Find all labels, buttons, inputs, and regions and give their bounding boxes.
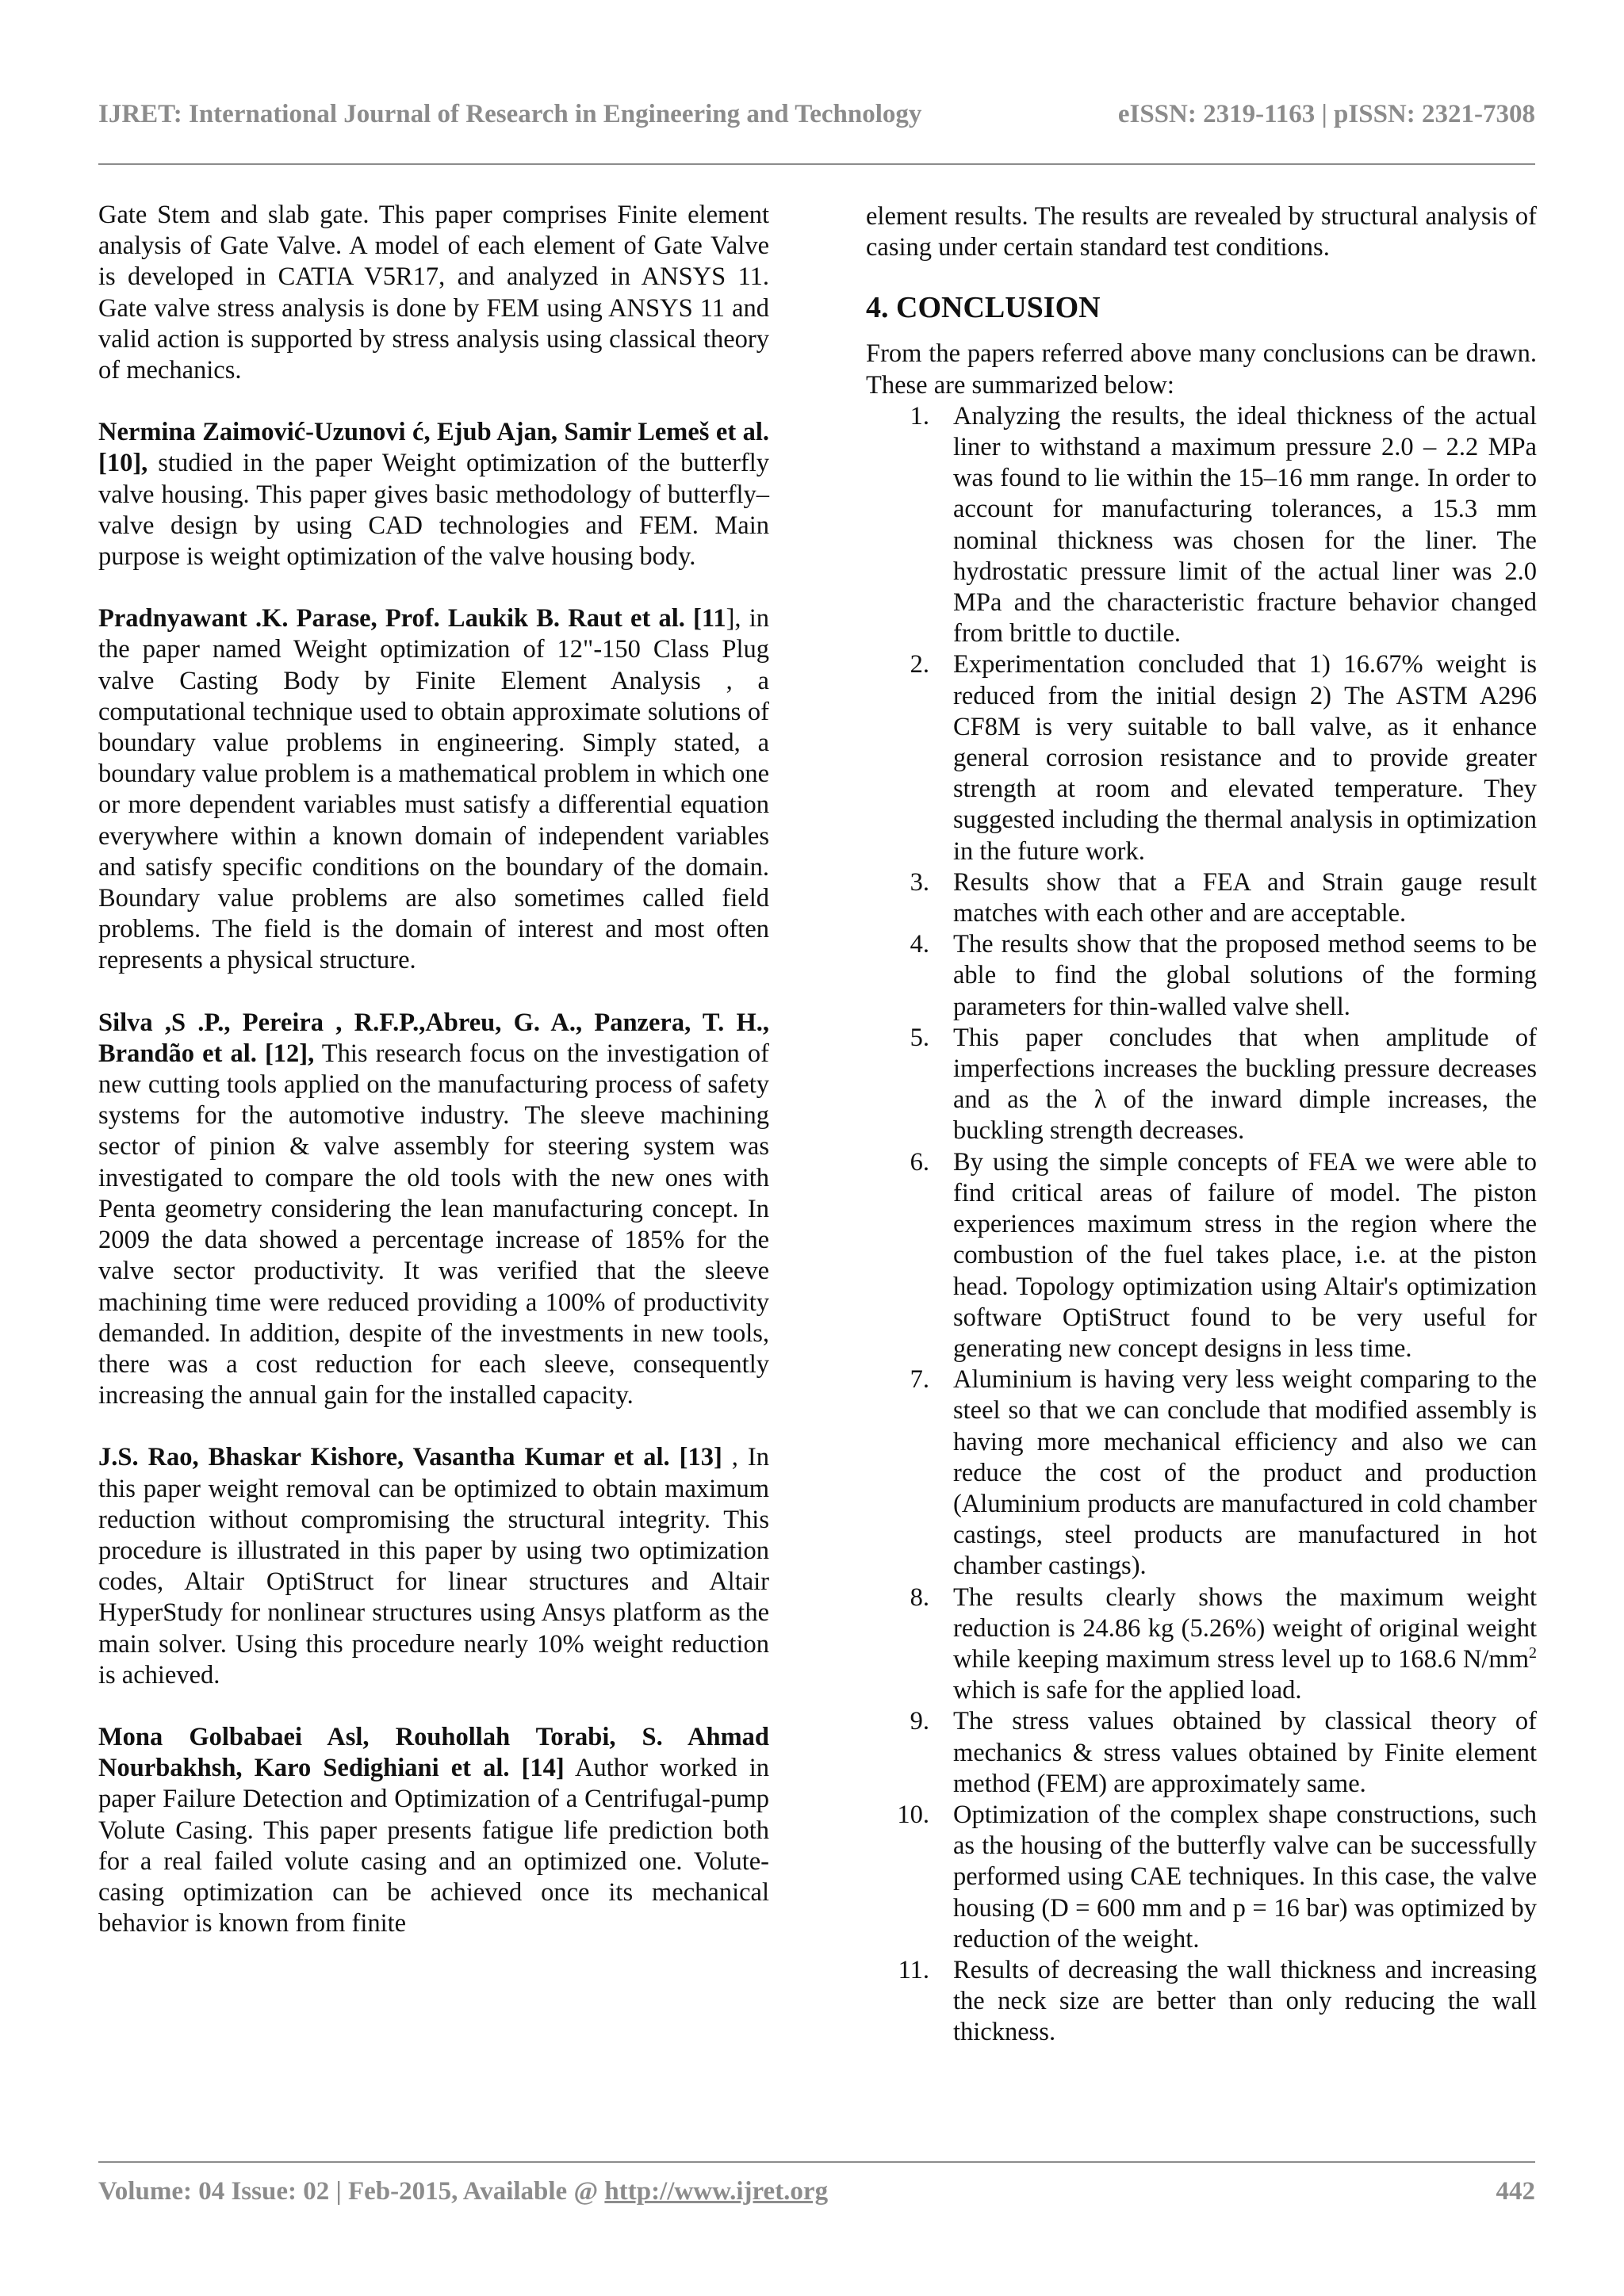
ref-12-authors: Silva ,S .P., Pereira , R.F.P.,Abreu, G. A., Panzera, T. H., Brandão et al. [12], (98, 1008, 769, 1068)
list-item (866, 649, 1537, 867)
weight-reduction-text: The results clearly shows the maximum weight reduction is 24.86 kg (5.26%) weight of original weight while keeping maximum stress level up to 168.6 N/mm (953, 1582, 1537, 1674)
list-item-number: 1. (910, 401, 929, 430)
ref-13-text: , In this paper weight removal can be optimized to obtain maximum reduction without compromising the structural integrity. This procedure is illustrated in this paper by using two optimization codes, Altair OptiStruct for linear structures and Altair HyperStudy for nonlinear structures using Ansys platform as the main solver. Using this procedure nearly 10% weight reduction is achieved. (98, 1443, 769, 1689)
paragraph-ref-12 (98, 1008, 769, 1412)
list-item-text: Analyzing the results, the ideal thickness of the actual liner to withstand a maximum pressure 2.0 – 2.2 MPa was found to lie within the 15–16 mm range. In order to account for manufacturing tolerances, a 15.3 mm nominal thickness was chosen for the liner. The hydrostatic pressure limit of the actual liner was 2.0 MPa and the characteristic fracture behavior changed from brittle to ductile. (953, 401, 1537, 649)
footer-rule (98, 2161, 1535, 2163)
conclusion-list (866, 401, 1537, 2049)
ref-11-text: ], in the paper named Weight optimization of 12"-150 Class Plug valve Casting Body by Finite Element Analysis , a computational technique used to obtain approximate solutions of boundary value problems in engineering. Simply stated, a boundary value problem is a mathematical problem in which one or more dependent variables must satisfy a differential equation everywhere within a known domain of independent variables and satisfy specific conditions on the boundary of the domain. Boundary value problems are also sometimes called field problems. The field is the domain of interest and most often represents a physical structure. (98, 604, 769, 975)
list-item-number: 3. (910, 867, 929, 897)
list-item-number: 10. (897, 1800, 929, 1829)
list-item-text: The results show that the proposed method seems to be able to find the global solutions of the forming parameters for thin-walled valve shell. (953, 930, 1537, 1021)
ref-11-authors: Pradnyawant .K. Parase, Prof. Laukik B. Raut et al. [11 (98, 604, 726, 633)
list-item-number: 5. (910, 1023, 929, 1052)
paragraph-ref-11 (98, 603, 769, 976)
ref-13-authors: J.S. Rao, Bhaskar Kishore, Vasantha Kumar et al. [13] (98, 1443, 722, 1472)
journal-title: IJRET: International Journal of Research in Engineering and Technology (98, 100, 922, 128)
ref-10-text: studied in the paper Weight optimization of the butterfly valve housing. This paper gives basic methodology of butterfly–valve design by using CAD technologies and FEM. Main purpose is weight optimization of the valve housing body. (98, 449, 769, 572)
page-number: 442 (1496, 2177, 1535, 2206)
paragraph-gate-valve: Gate Stem and slab gate. This paper comprises Finite element analysis of Gate Valve. A model of each element of Gate Valve is developed in CATIA V5R17, and analyzed in ANSYS 11. Gate valve stress analysis is done by FEM using ANSYS 11 and valid action is supported by stress analysis using classical theory of mechanics. (98, 201, 769, 385)
superscript-two: 2 (1529, 1644, 1537, 1663)
list-item-number: 8. (910, 1582, 929, 1612)
list-item-text: Experimentation concluded that 1) 16.67% weight is reduced from the initial design 2) The ASTM A296 CF8M is very suitable to ball valve, as it enhance general corrosion resistance and to provide greater strength at room and elevated temperature. They suggested including the thermal analysis in optimization in the future work. (953, 650, 1537, 866)
volume-text: Volume: 04 Issue: 02 | Feb-2015, Available @ (98, 2177, 605, 2206)
list-item-text: The stress values obtained by classical theory of mechanics & stress values obtained by Finite element method (FEM) are approximately same. (953, 1707, 1537, 1798)
ref-12-text: This research focus on the investigation of new cutting tools applied on the manufacturing process of safety systems for the automotive industry. The sleeve machining sector of pinion & valve assembly for steering system was investigated to compare the old tools with the new ones with Penta geometry considering the lean manufacturing concept. In 2009 the data showed a percentage increase of 185% for the valve sector productivity. It was verified that the sleeve machining time were reduced providing a 100% of productivity demanded. In addition, despite of the investments in new tools, there was a cost reduction for each sleeve, consequently increasing the annual gain for the installed capacity. (98, 1039, 769, 1410)
list-item-text: Aluminium is having very less weight comparing to the steel so that we can conclude that modified assembly is having more mechanical efficiency and also we can reduce the cost of the product and production (Aluminium products are manufactured in cold chamber castings, steel products are manufactured in hot chamber castings). (953, 1365, 1537, 1581)
list-item (866, 1582, 1537, 1707)
paragraph-ref-10 (98, 417, 769, 572)
list-item (866, 1955, 1537, 2049)
list-item-number: 6. (910, 1147, 929, 1177)
volume-info (98, 2177, 828, 2206)
right-column (866, 201, 1537, 2049)
running-header (98, 94, 1535, 138)
ref-10-authors: Nermina Zaimović-Uzunovi ć, Ejub Ajan, Samir Lemeš et al. [10], (98, 418, 769, 478)
list-item-number: 2. (910, 650, 929, 679)
ref-14-text: Author worked in paper Failure Detection and Optimization of a Centrifugal-pump Volute Casing. This paper presents fatigue life prediction both for a real failed volute casing and an optimized one. Volute-casing optimization can be achieved once its mechanical behavior is known from finite (98, 1754, 769, 1938)
section-heading-conclusion: 4. CONCLUSION (866, 291, 1101, 325)
paragraph-casing-results: element results. The results are revealed by structural analysis of casing under certain standard test conditions. (866, 202, 1537, 262)
list-item-number: 9. (910, 1707, 929, 1736)
list-item (866, 1800, 1537, 1955)
list-item (866, 1706, 1537, 1800)
list-item (866, 1023, 1537, 1147)
list-item-text: By using the simple concepts of FEA we were able to find critical areas of failure of model. The piston experiences maximum stress in the region where the combustion of the fuel takes place, i.e. at the piston head. Topology optimization using Altair's optimization software OptiStruct found to be very useful for generating new concept designs in less time. (953, 1147, 1537, 1363)
list-item (866, 401, 1537, 650)
list-item-text: Results of decreasing the wall thickness and increasing the neck size are better than only reducing the wall thickness. (953, 1955, 1537, 2047)
list-item (866, 1364, 1537, 1582)
list-item-text: This paper concludes that when amplitude of imperfections increases the buckling pressure decreases and as the λ of the inward dimple increases, the buckling strength decreases. (953, 1023, 1537, 1146)
paragraph-ref-13 (98, 1442, 769, 1691)
list-item (866, 929, 1537, 1023)
header-rule (98, 163, 1535, 165)
list-item (866, 867, 1537, 929)
list-item-text: Optimization of the complex shape constructions, such as the housing of the butterfly valve can be successfully performed using CAE techniques. In this case, the valve housing (D = 600 mm and p = 16 bar) was optimized by reduction of the weight. (953, 1800, 1537, 1954)
list-item-number: 4. (910, 930, 929, 959)
list-item-number: 7. (910, 1365, 929, 1395)
weight-reduction-text-end: which is safe for the applied load. (953, 1676, 1302, 1705)
issn-info: eISSN: 2319-1163 | pISSN: 2321-7308 (1117, 100, 1535, 128)
left-column (98, 200, 769, 1939)
journal-link[interactable]: http://www.ijret.org (604, 2177, 829, 2206)
ref-14-authors: Mona Golbabaei Asl, Rouhollah Torabi, S. Ahmad Nourbakhsh, Karo Sedighiani et al. [14] (98, 1722, 769, 1783)
running-footer (98, 2171, 1535, 2218)
conclusion-intro: From the papers referred above many conclusions can be drawn. These are summarized below: (866, 339, 1537, 400)
list-item-text: Results show that a FEA and Strain gauge result matches with each other and are acceptable. (953, 867, 1537, 928)
paragraph-ref-14 (98, 1722, 769, 1939)
list-item-number: 11. (898, 1955, 929, 1984)
list-item (866, 1147, 1537, 1364)
list-item-text (953, 1582, 1537, 1707)
